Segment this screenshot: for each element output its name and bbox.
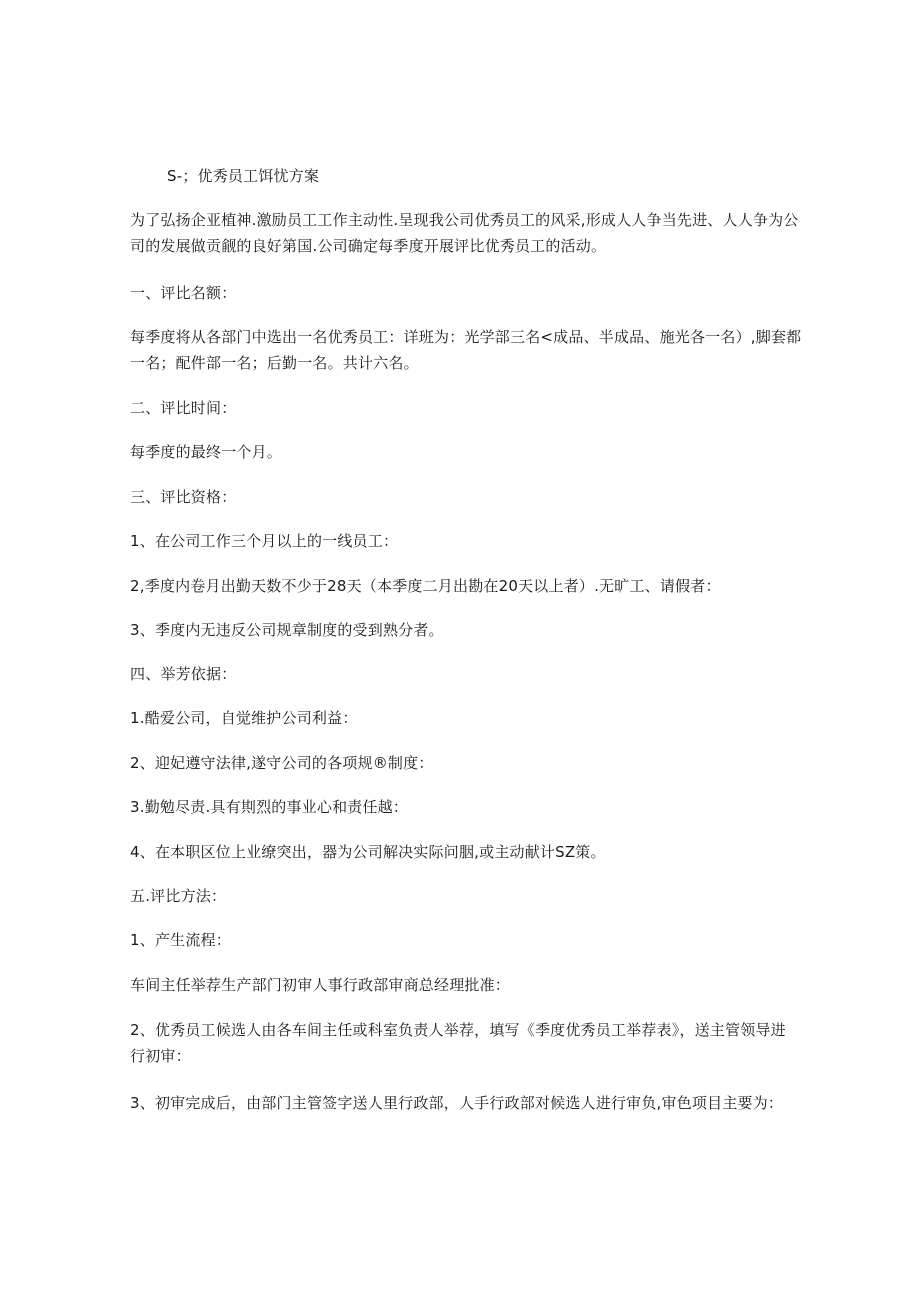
section-4-heading: 四、举芳依据： <box>130 665 237 683</box>
intro-line-1: 为了弘扬企亚植神.激励员工工作主动性.呈现我公司优秀员工的风采,形成人人争当先进、人人争为公 <box>130 211 799 229</box>
section-1-body-line-1: 每季度将从各部门中选出一名优秀员工：详班为：光学部三名<成品、半成品、施光各一名）,脚套都 <box>130 328 802 346</box>
section-3-heading: 三、评比资格： <box>130 488 237 506</box>
section-5-item-3: 3、初审完成后，由部门主管签字送人里行政部，人手行政部对候选人进行审负,审色项目主要为： <box>130 1094 784 1112</box>
section-3-item-1: 1、在公司工作三个月以上的一线员工： <box>130 532 399 550</box>
section-5-heading: 五.评比方法： <box>130 887 227 905</box>
section-3-item-3: 3、季度内无违反公司规章制度的受到熟分者。 <box>130 621 444 639</box>
section-5-item-2-line-1: 2、优秀员工候选人由各车间主任或科室负责人举荐，填写《季度优秀员工举荐表》，送主管领导进 <box>130 1021 786 1039</box>
section-1-heading: 一、评比名额： <box>130 284 237 302</box>
document-title: S-；优秀员工饵忧方案 <box>167 167 320 185</box>
section-4-item-1: 1.酷爱公司，自觉维护公司利益： <box>130 709 358 727</box>
section-3-item-2: 2,季度内卷月出勤天数不少于28天（本季度二月出勘在20天以上者）.无旷工、请假者： <box>130 577 721 595</box>
intro-line-2: 司的发展做贡觎的良好第国.公司确定每季度开展评比优秀员工的活动。 <box>130 237 607 255</box>
section-2-body: 每季度的最终一个月。 <box>130 443 283 461</box>
section-4-item-4: 4、在本职区位上业缭突出，器为公司解决实际问胭,或主动献计SZ策。 <box>130 843 606 861</box>
section-5-flow: 车间主任举荐生产部门初审人事行政部审商总经理批准： <box>130 976 511 994</box>
section-4-item-3: 3.勤勉尽责.具有剘烈的事业心和责任越： <box>130 798 409 816</box>
section-5-subheading-1: 1、产生流程： <box>130 931 231 949</box>
section-4-item-2: 2、迎妃遵守法律,遂守公司的各项规®制度： <box>130 754 434 772</box>
section-1-body-line-2: 一名；配件部一名；后勤一名。共计六名。 <box>130 354 419 372</box>
section-5-item-2-line-2: 行初审： <box>130 1047 191 1065</box>
section-2-heading: 二、评比时间： <box>130 399 237 417</box>
